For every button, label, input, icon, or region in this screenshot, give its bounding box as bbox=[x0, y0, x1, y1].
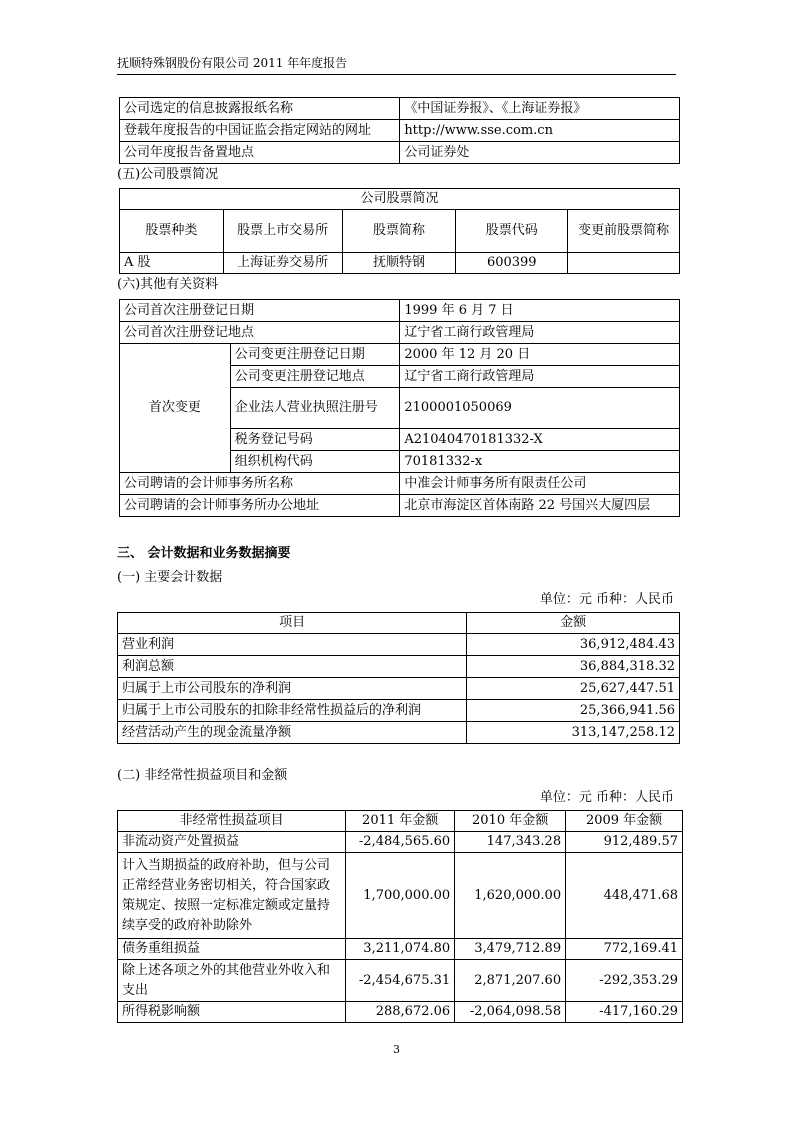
column-header: 项目 bbox=[118, 613, 467, 634]
table-row bbox=[118, 960, 683, 1002]
column-header: 股票上市交易所 bbox=[223, 210, 342, 253]
table-row bbox=[120, 142, 680, 164]
column-header: 股票代码 bbox=[456, 210, 568, 253]
table-row bbox=[118, 939, 683, 960]
amount-2010: 3,479,712.89 bbox=[455, 939, 566, 960]
column-header: 2011 年金额 bbox=[346, 811, 455, 832]
table-row bbox=[120, 300, 680, 322]
info-value: 2100001050069 bbox=[400, 388, 680, 429]
info-label: 公司变更注册登记日期 bbox=[230, 344, 400, 366]
info-value: 2000 年 12 月 20 日 bbox=[400, 344, 680, 366]
info-value: 辽宁省工商行政管理局 bbox=[400, 366, 680, 388]
info-label: 登载年度报告的中国证监会指定网站的网址 bbox=[120, 120, 400, 142]
info-label: 公司选定的信息披露报纸名称 bbox=[120, 98, 400, 120]
item-label: 经营活动产生的现金流量净额 bbox=[118, 722, 467, 744]
table-row bbox=[120, 189, 680, 210]
stock-section-label: (五)公司股票简况 bbox=[117, 167, 219, 182]
column-header: 变更前股票简称 bbox=[568, 210, 680, 253]
amount-2011: 288,672.06 bbox=[346, 1002, 455, 1023]
other-info-table bbox=[119, 299, 680, 517]
table-row bbox=[120, 210, 680, 253]
amount-2010: -2,064,098.58 bbox=[455, 1002, 566, 1023]
info-label: 公司变更注册登记地点 bbox=[230, 366, 400, 388]
table-row bbox=[118, 700, 680, 722]
amount-2011: 1,700,000.00 bbox=[346, 853, 455, 939]
unit-label: 单位：元 币种：人民币 bbox=[539, 592, 674, 607]
table-row bbox=[118, 722, 680, 744]
item-amount: 313,147,258.12 bbox=[467, 722, 680, 744]
amount-2011: 3,211,074.80 bbox=[346, 939, 455, 960]
info-label: 公司年度报告备置地点 bbox=[120, 142, 400, 164]
amount-2009: -292,353.29 bbox=[566, 960, 683, 1002]
stock-exchange: 上海证券交易所 bbox=[223, 253, 342, 274]
disclosure-info-table bbox=[119, 97, 680, 164]
nonrecurring-table bbox=[117, 810, 683, 1023]
column-header: 股票种类 bbox=[120, 210, 224, 253]
column-header: 金额 bbox=[467, 613, 680, 634]
amount-2009: 772,169.41 bbox=[566, 939, 683, 960]
table-row bbox=[120, 473, 680, 495]
section-title: 三、 会计数据和业务数据摘要 bbox=[117, 546, 291, 561]
stock-info-table bbox=[119, 188, 680, 274]
main-accounting-table bbox=[117, 612, 680, 744]
nonrecurring-label: (二) 非经常性损益项目和金额 bbox=[117, 768, 288, 783]
info-label: 公司首次注册登记日期 bbox=[120, 300, 400, 322]
item-amount: 25,366,941.56 bbox=[467, 700, 680, 722]
info-value: http://www.sse.com.cn bbox=[400, 120, 680, 142]
table-row bbox=[120, 322, 680, 344]
amount-2011: -2,454,675.31 bbox=[346, 960, 455, 1002]
amount-2010: 2,871,207.60 bbox=[455, 960, 566, 1002]
amount-2011: -2,484,565.60 bbox=[346, 832, 455, 853]
table-row bbox=[120, 98, 680, 120]
item-amount: 36,884,318.32 bbox=[467, 656, 680, 678]
item-label: 归属于上市公司股东的扣除非经常性损益后的净利润 bbox=[118, 700, 467, 722]
amount-2010: 147,343.28 bbox=[455, 832, 566, 853]
table-row bbox=[118, 1002, 683, 1023]
info-value: 公司证券处 bbox=[400, 142, 680, 164]
column-header: 非经常性损益项目 bbox=[118, 811, 346, 832]
other-section-label: (六)其他有关资料 bbox=[117, 277, 219, 292]
change-label: 首次变更 bbox=[120, 344, 231, 473]
info-value: 中准会计师事务所有限责任公司 bbox=[400, 473, 680, 495]
item-label: 计入当期损益的政府补助，但与公司正常经营业务密切相关，符合国家政策规定、按照一定标准定额或定量持续享受的政府补助除外 bbox=[118, 853, 346, 939]
item-amount: 25,627,447.51 bbox=[467, 678, 680, 700]
column-header: 2010 年金额 bbox=[455, 811, 566, 832]
amount-2009: 448,471.68 bbox=[566, 853, 683, 939]
table-row bbox=[118, 656, 680, 678]
table-row bbox=[118, 811, 683, 832]
main-data-label: (一) 主要会计数据 bbox=[117, 570, 223, 585]
info-value: 1999 年 6 月 7 日 bbox=[400, 300, 680, 322]
info-value: 《中国证券报》、《上海证券报》 bbox=[400, 98, 680, 120]
info-label: 公司聘请的会计师事务所办公地址 bbox=[120, 495, 400, 517]
table-row bbox=[120, 495, 680, 517]
info-value: 辽宁省工商行政管理局 bbox=[400, 322, 680, 344]
info-value: 70181332-x bbox=[400, 451, 680, 473]
info-label: 税务登记号码 bbox=[230, 429, 400, 451]
info-label: 企业法人营业执照注册号 bbox=[230, 388, 400, 429]
table-row bbox=[118, 853, 683, 939]
table-row bbox=[118, 634, 680, 656]
item-label: 债务重组损益 bbox=[118, 939, 346, 960]
item-label: 营业利润 bbox=[118, 634, 467, 656]
info-label: 组织机构代码 bbox=[230, 451, 400, 473]
table-row bbox=[120, 120, 680, 142]
column-header: 2009 年金额 bbox=[566, 811, 683, 832]
table-row bbox=[118, 832, 683, 853]
info-label: 公司聘请的会计师事务所名称 bbox=[120, 473, 400, 495]
amount-2010: 1,620,000.00 bbox=[455, 853, 566, 939]
table-row bbox=[118, 678, 680, 700]
stock-type: A 股 bbox=[120, 253, 224, 274]
table-row bbox=[120, 344, 680, 366]
page-header: 抚顺特殊钢股份有限公司 2011 年年度报告 bbox=[117, 56, 676, 75]
amount-2009: 912,489.57 bbox=[566, 832, 683, 853]
item-label: 所得税影响额 bbox=[118, 1002, 346, 1023]
item-label: 除上述各项之外的其他营业外收入和支出 bbox=[118, 960, 346, 1002]
page-number: 3 bbox=[393, 1043, 400, 1056]
info-label: 公司首次注册登记地点 bbox=[120, 322, 400, 344]
item-label: 非流动资产处置损益 bbox=[118, 832, 346, 853]
info-value: 北京市海淀区首体南路 22 号国兴大厦四层 bbox=[400, 495, 680, 517]
table-row bbox=[120, 253, 680, 274]
unit-label: 单位：元 币种：人民币 bbox=[539, 790, 674, 805]
stock-code: 600399 bbox=[456, 253, 568, 274]
stock-former-name bbox=[568, 253, 680, 274]
table-row bbox=[118, 613, 680, 634]
info-value: A21040470181332-X bbox=[400, 429, 680, 451]
amount-2009: -417,160.29 bbox=[566, 1002, 683, 1023]
column-header: 股票简称 bbox=[342, 210, 456, 253]
item-amount: 36,912,484.43 bbox=[467, 634, 680, 656]
item-label: 利润总额 bbox=[118, 656, 467, 678]
stock-short-name: 抚顺特钢 bbox=[342, 253, 456, 274]
item-label: 归属于上市公司股东的净利润 bbox=[118, 678, 467, 700]
stock-table-caption: 公司股票简况 bbox=[120, 189, 680, 210]
